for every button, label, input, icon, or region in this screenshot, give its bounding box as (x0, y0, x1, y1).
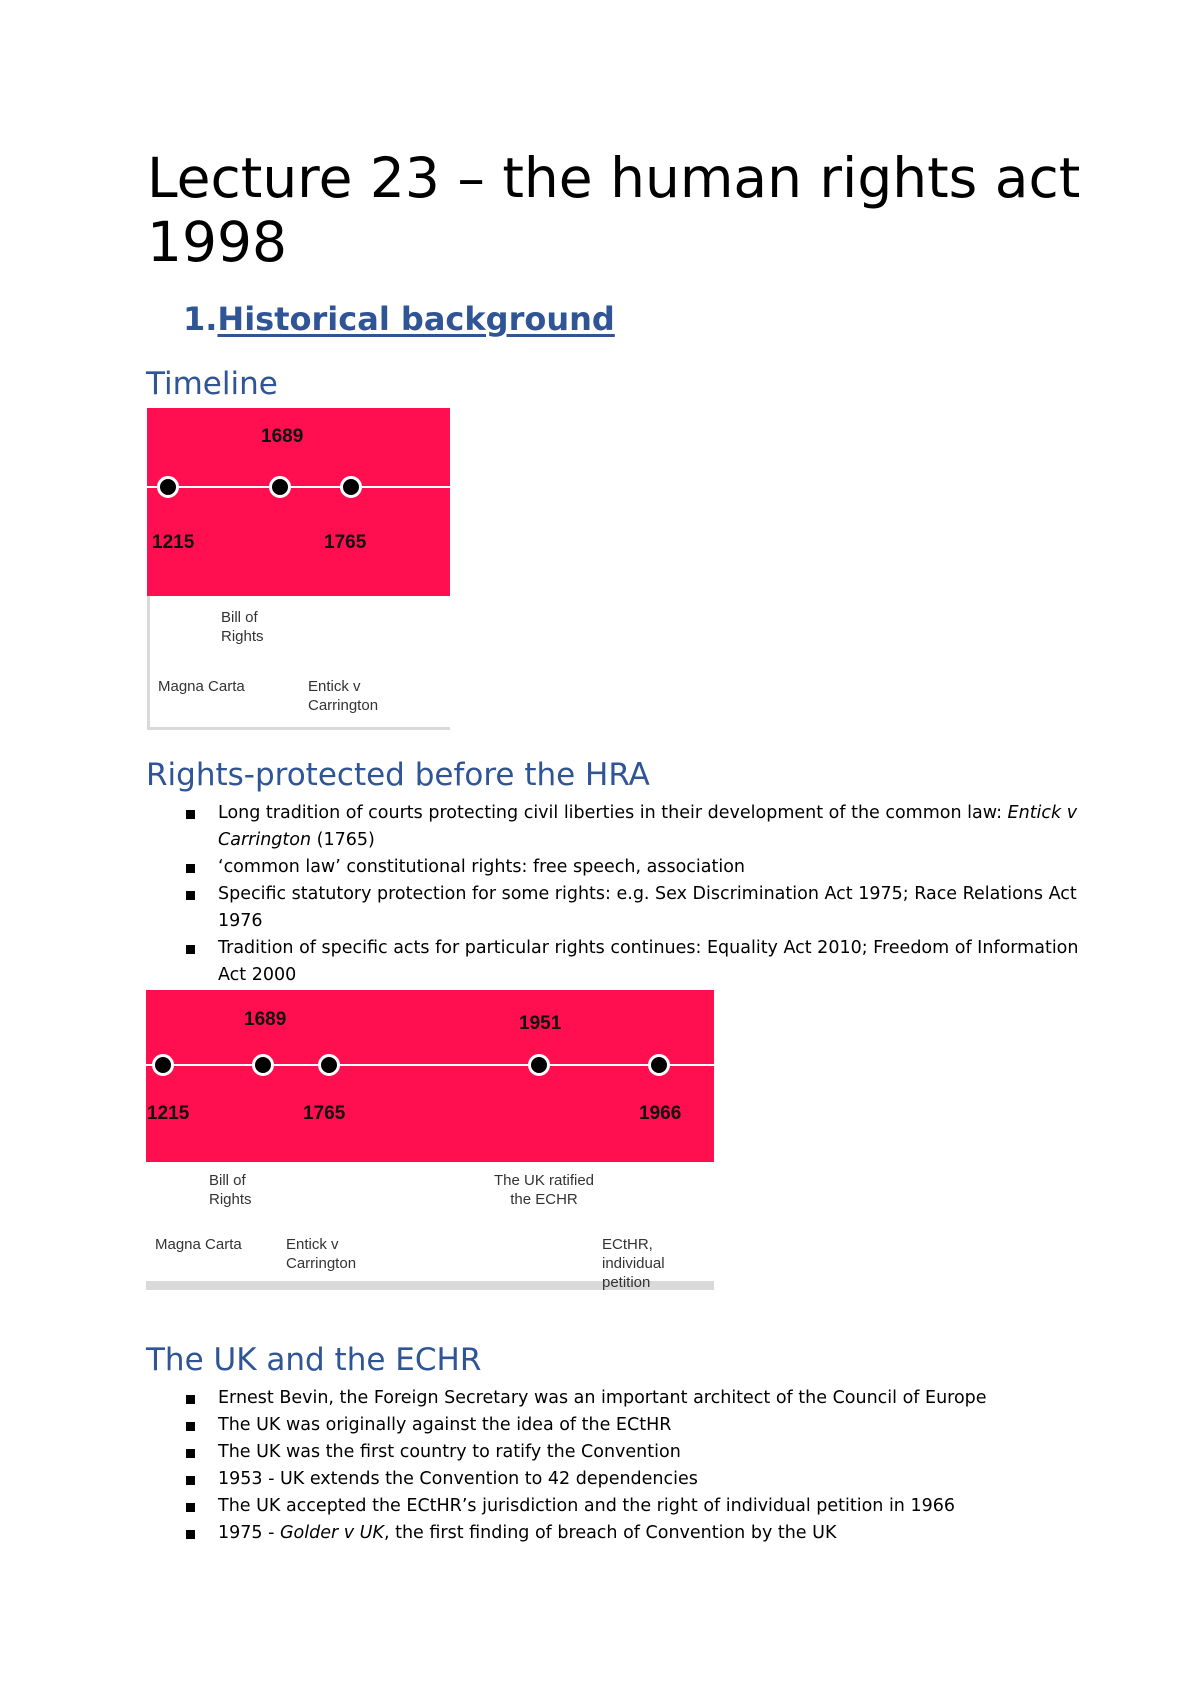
timeline-year-1215: 1215 (147, 1103, 190, 1124)
timeline-marker-1966 (648, 1054, 670, 1076)
timeline-event-ecthr-petition: ECtHR, individual petition (602, 1236, 665, 1291)
list-item: The UK accepted the ECtHR’s jurisdiction and the right of individual petition in 1966 (180, 1493, 1080, 1520)
timeline-year-1215: 1215 (152, 532, 195, 553)
section-title: Historical background (217, 300, 615, 338)
timeline-year-1765: 1765 (303, 1103, 346, 1124)
list-item: Tradition of specific acts for particular rights continues: Equality Act 2010; Freedom of Information Act 2000 (180, 935, 1080, 989)
bullet-square-icon (186, 1503, 195, 1512)
bullet-square-icon (186, 891, 195, 900)
list-item: 1975 - Golder v UK, the first finding of breach of Convention by the UK (180, 1520, 1080, 1547)
timeline-marker-1215 (152, 1054, 174, 1076)
list-item: The UK was originally against the idea of the ECtHR (180, 1412, 1080, 1439)
timeline-year-1689: 1689 (244, 1009, 287, 1030)
section-heading-historical-background (183, 300, 615, 338)
timeline-year-1966: 1966 (639, 1103, 682, 1124)
bullet-square-icon (186, 945, 195, 954)
case-name: Entick v Carrington (218, 803, 1078, 850)
page-title: Lecture 23 – the human rights act 1998 (147, 146, 1081, 274)
timeline-band (146, 990, 714, 1162)
timeline-marker-1689 (252, 1054, 274, 1076)
timeline-marker-1215 (157, 476, 179, 498)
list-item: 1953 - UK extends the Convention to 42 dependencies (180, 1466, 1080, 1493)
timeline-marker-1951 (528, 1054, 550, 1076)
timeline-year-1689: 1689 (261, 426, 304, 447)
bullet-square-icon (186, 810, 195, 819)
timeline-axis (147, 486, 450, 488)
bullet-square-icon (186, 1530, 195, 1539)
case-name: Golder v UK (279, 1523, 384, 1543)
timeline-event-entick: Entick v Carrington (308, 678, 379, 714)
bullet-square-icon (186, 1449, 195, 1458)
bullet-square-icon (186, 1422, 195, 1431)
timeline-event-bill-of-rights: Bill of Rights (221, 609, 264, 645)
rights-bullet-list (180, 800, 1080, 989)
list-item: ‘common law’ constitutional rights: free speech, association (180, 854, 1080, 881)
list-item: Specific statutory protection for some rights: e.g. Sex Discrimination Act 1975; Race Relations Act 1976 (180, 881, 1080, 935)
timeline-year-1951: 1951 (519, 1013, 562, 1034)
list-item: Ernest Bevin, the Foreign Secretary was an important architect of the Council of Europe (180, 1385, 1080, 1412)
timeline-event-magna-carta: Magna Carta (155, 1236, 242, 1253)
rights-heading: Rights-protected before the HRA (146, 757, 650, 793)
section-number: 1. (183, 300, 218, 338)
timeline-event-magna-carta: Magna Carta (158, 678, 245, 695)
timeline-event-bill-of-rights: Bill of Rights (209, 1172, 252, 1208)
timeline-figure-2 (146, 990, 714, 1290)
bullet-square-icon (186, 864, 195, 873)
timeline-event-uk-ratified: The UK ratified the ECHR (493, 1172, 595, 1208)
bullet-square-icon (186, 1476, 195, 1485)
timeline-figure-1 (147, 408, 450, 730)
timeline-left-rule (147, 596, 150, 730)
timeline-marker-1689 (269, 476, 291, 498)
timeline-year-1765: 1765 (324, 532, 367, 553)
echr-heading: The UK and the ECHR (146, 1342, 482, 1378)
bullet-square-icon (186, 1395, 195, 1404)
timeline-bottom-rule (147, 727, 450, 730)
timeline-marker-1765 (318, 1054, 340, 1076)
timeline-marker-1765 (340, 476, 362, 498)
echr-bullet-list (180, 1385, 1080, 1547)
timeline-heading: Timeline (146, 366, 278, 402)
list-item: Long tradition of courts protecting civil liberties in their development of the common law: Entick v Carrington (1765) (180, 800, 1080, 854)
list-item: The UK was the first country to ratify the Convention (180, 1439, 1080, 1466)
timeline-event-entick: Entick v Carrington (286, 1236, 357, 1272)
timeline-axis (146, 1064, 714, 1066)
